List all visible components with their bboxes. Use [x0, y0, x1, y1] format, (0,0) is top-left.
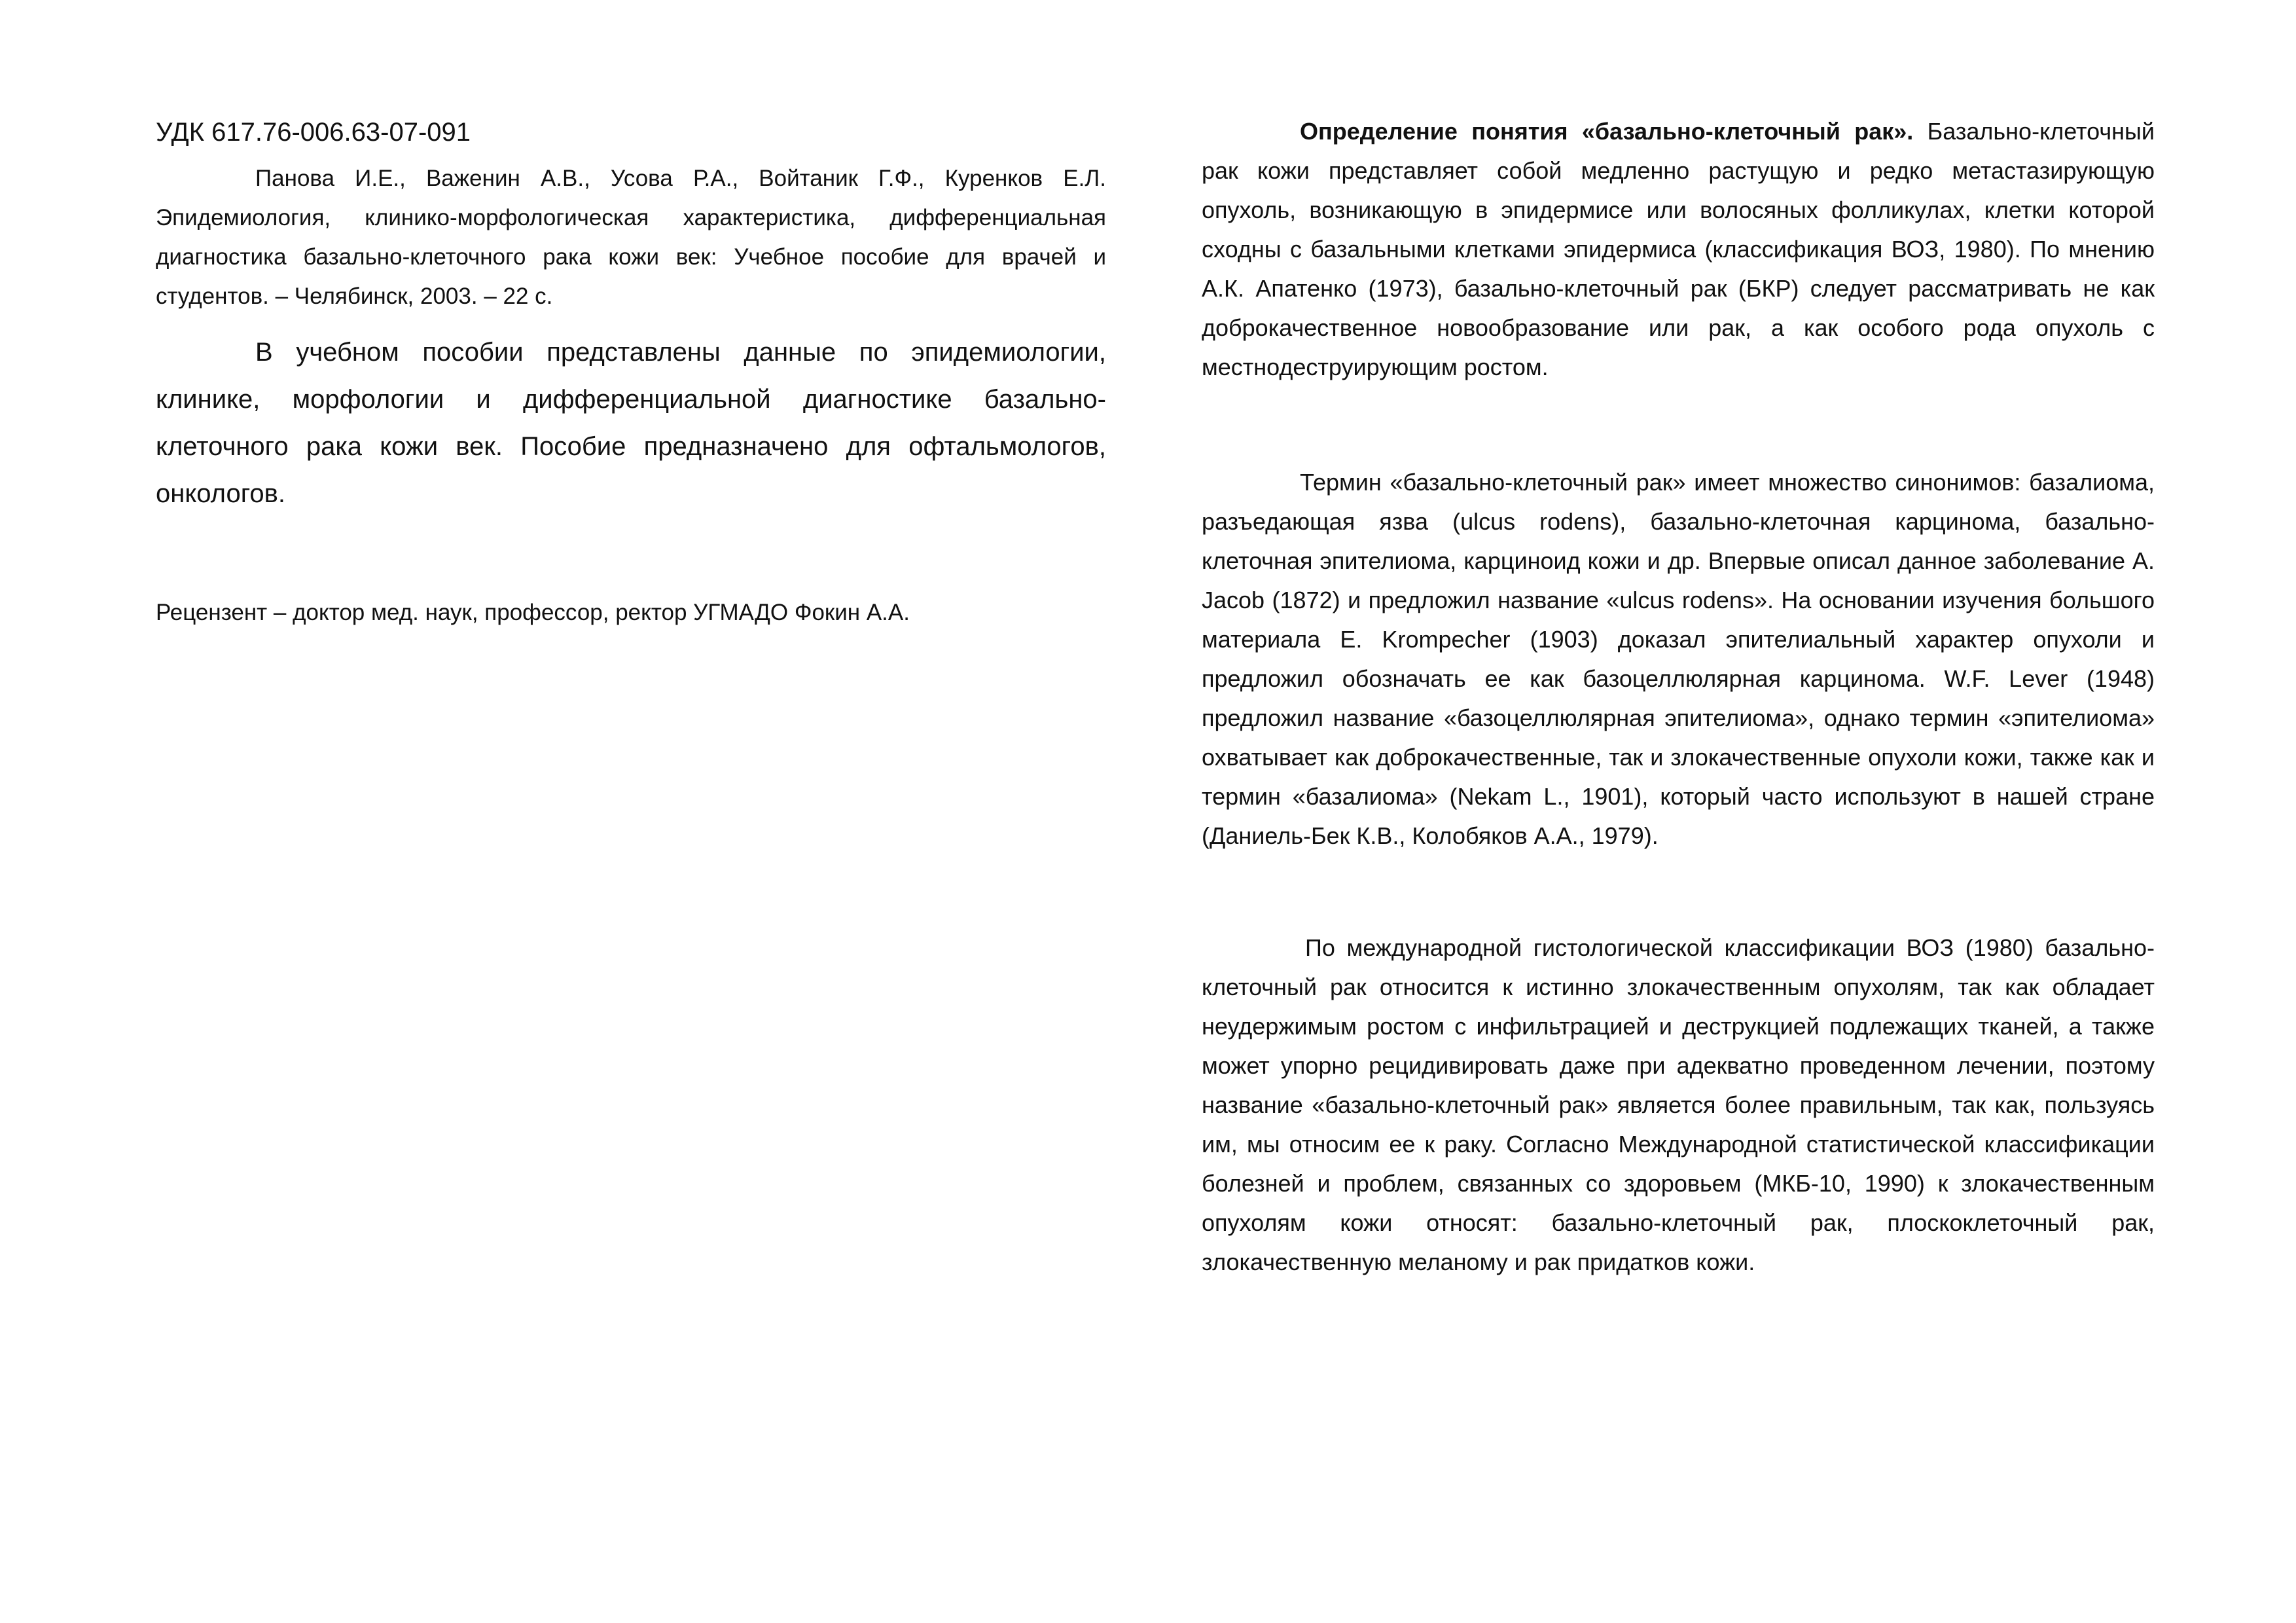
synonyms-paragraph: Термин «базально-клеточный рак» имеет множество синонимов: базалиома, разъедающая язва (ulcus rodens), базально-клеточная карцинома, базально-клеточная эпителиома, карциноид кожи и др. Впервые описал данное заболевание A. Jacob (1872) и предложил название «ulcus rodens». На основании изучения большого материала E. Krompecher (1903) доказал эпителиальный характер опухоли и предложил обозначать ее как базоцеллюлярная карцинома. W.F. Lever (1948) предложил название «базоцеллюлярная эпителиома», однако термин «эпителиома» охватывает как доброкачественные, так и злокачественные опухоли кожи, также как и термин «базалиома» (Nekam L., 1901), который часто используют в нашей стране (Даниель-Бек К.В., Колобяков А.А., 1979). — [1202, 469, 2155, 849]
left-page — [156, 0, 1106, 1623]
definition-heading: Определение понятия «базально-клеточный рак». — [1300, 118, 1914, 145]
annotation-paragraph: В учебном пособии представлены данные по эпидемиологии, клинике, морфологии и дифференциальной диагностике базально-клеточного рака кожи век. Пособие предназначено для офтальмологов, онкологов. — [156, 338, 1106, 508]
definition-text: Базально-клеточный рак кожи представляет собой медленно растущую и редко метастазирующую опухоль, возникающую в эпидермисе или волосяных фолликулах, клетки которой сходны с базальными клетками эпидермиса (классификация ВОЗ, 1980). По мнению А.К. Апатенко (1973), базально-клеточный рак (БКР) следует рассматривать не как доброкачественное новообразование или рак, а как особого рода опухоль с местнодеструирующим ростом. — [1202, 118, 2155, 380]
udc-code: УДК 617.76-006.63-07-091 — [156, 118, 471, 147]
classification-paragraph: По международной гистологической классификации ВОЗ (1980) базально-клеточный рак относится к истинно злокачественным опухолям, так как обладает неудержимым ростом с инфильтрацией и деструкцией подлежащих тканей, а также может упорно рецидивировать даже при адекватно проведенном лечении, поэтому название «базально-клеточный рак» является более правильным, так как, пользуясь им, мы относим ее к раку. Согласно Международной статистической классификации болезней и проблем, связанных со здоровьем (МКБ-10, 1990) к злокачественным опухолям кожи относят: базально-клеточный рак, плоскоклеточный рак, злокачественную меланому и рак придатков кожи. — [1202, 934, 2155, 1275]
right-page — [1202, 0, 2155, 1623]
definition-paragraph — [1202, 112, 2155, 387]
reviewer-line: Рецензент – доктор мед. наук, профессор, ректор УГМАДО Фокин А.А. — [156, 600, 910, 625]
bibliographic-citation: Панова И.Е., Важенин А.В., Усова Р.А., Войтаник Г.Ф., Куренков Е.Л. Эпидемиология, клинико-морфологическая характеристика, дифференциальная диагностика базально-клеточного рака кожи век: Учебное пособие для врачей и студентов. – Челябинск, 2003. – 22 с. — [156, 166, 1106, 309]
